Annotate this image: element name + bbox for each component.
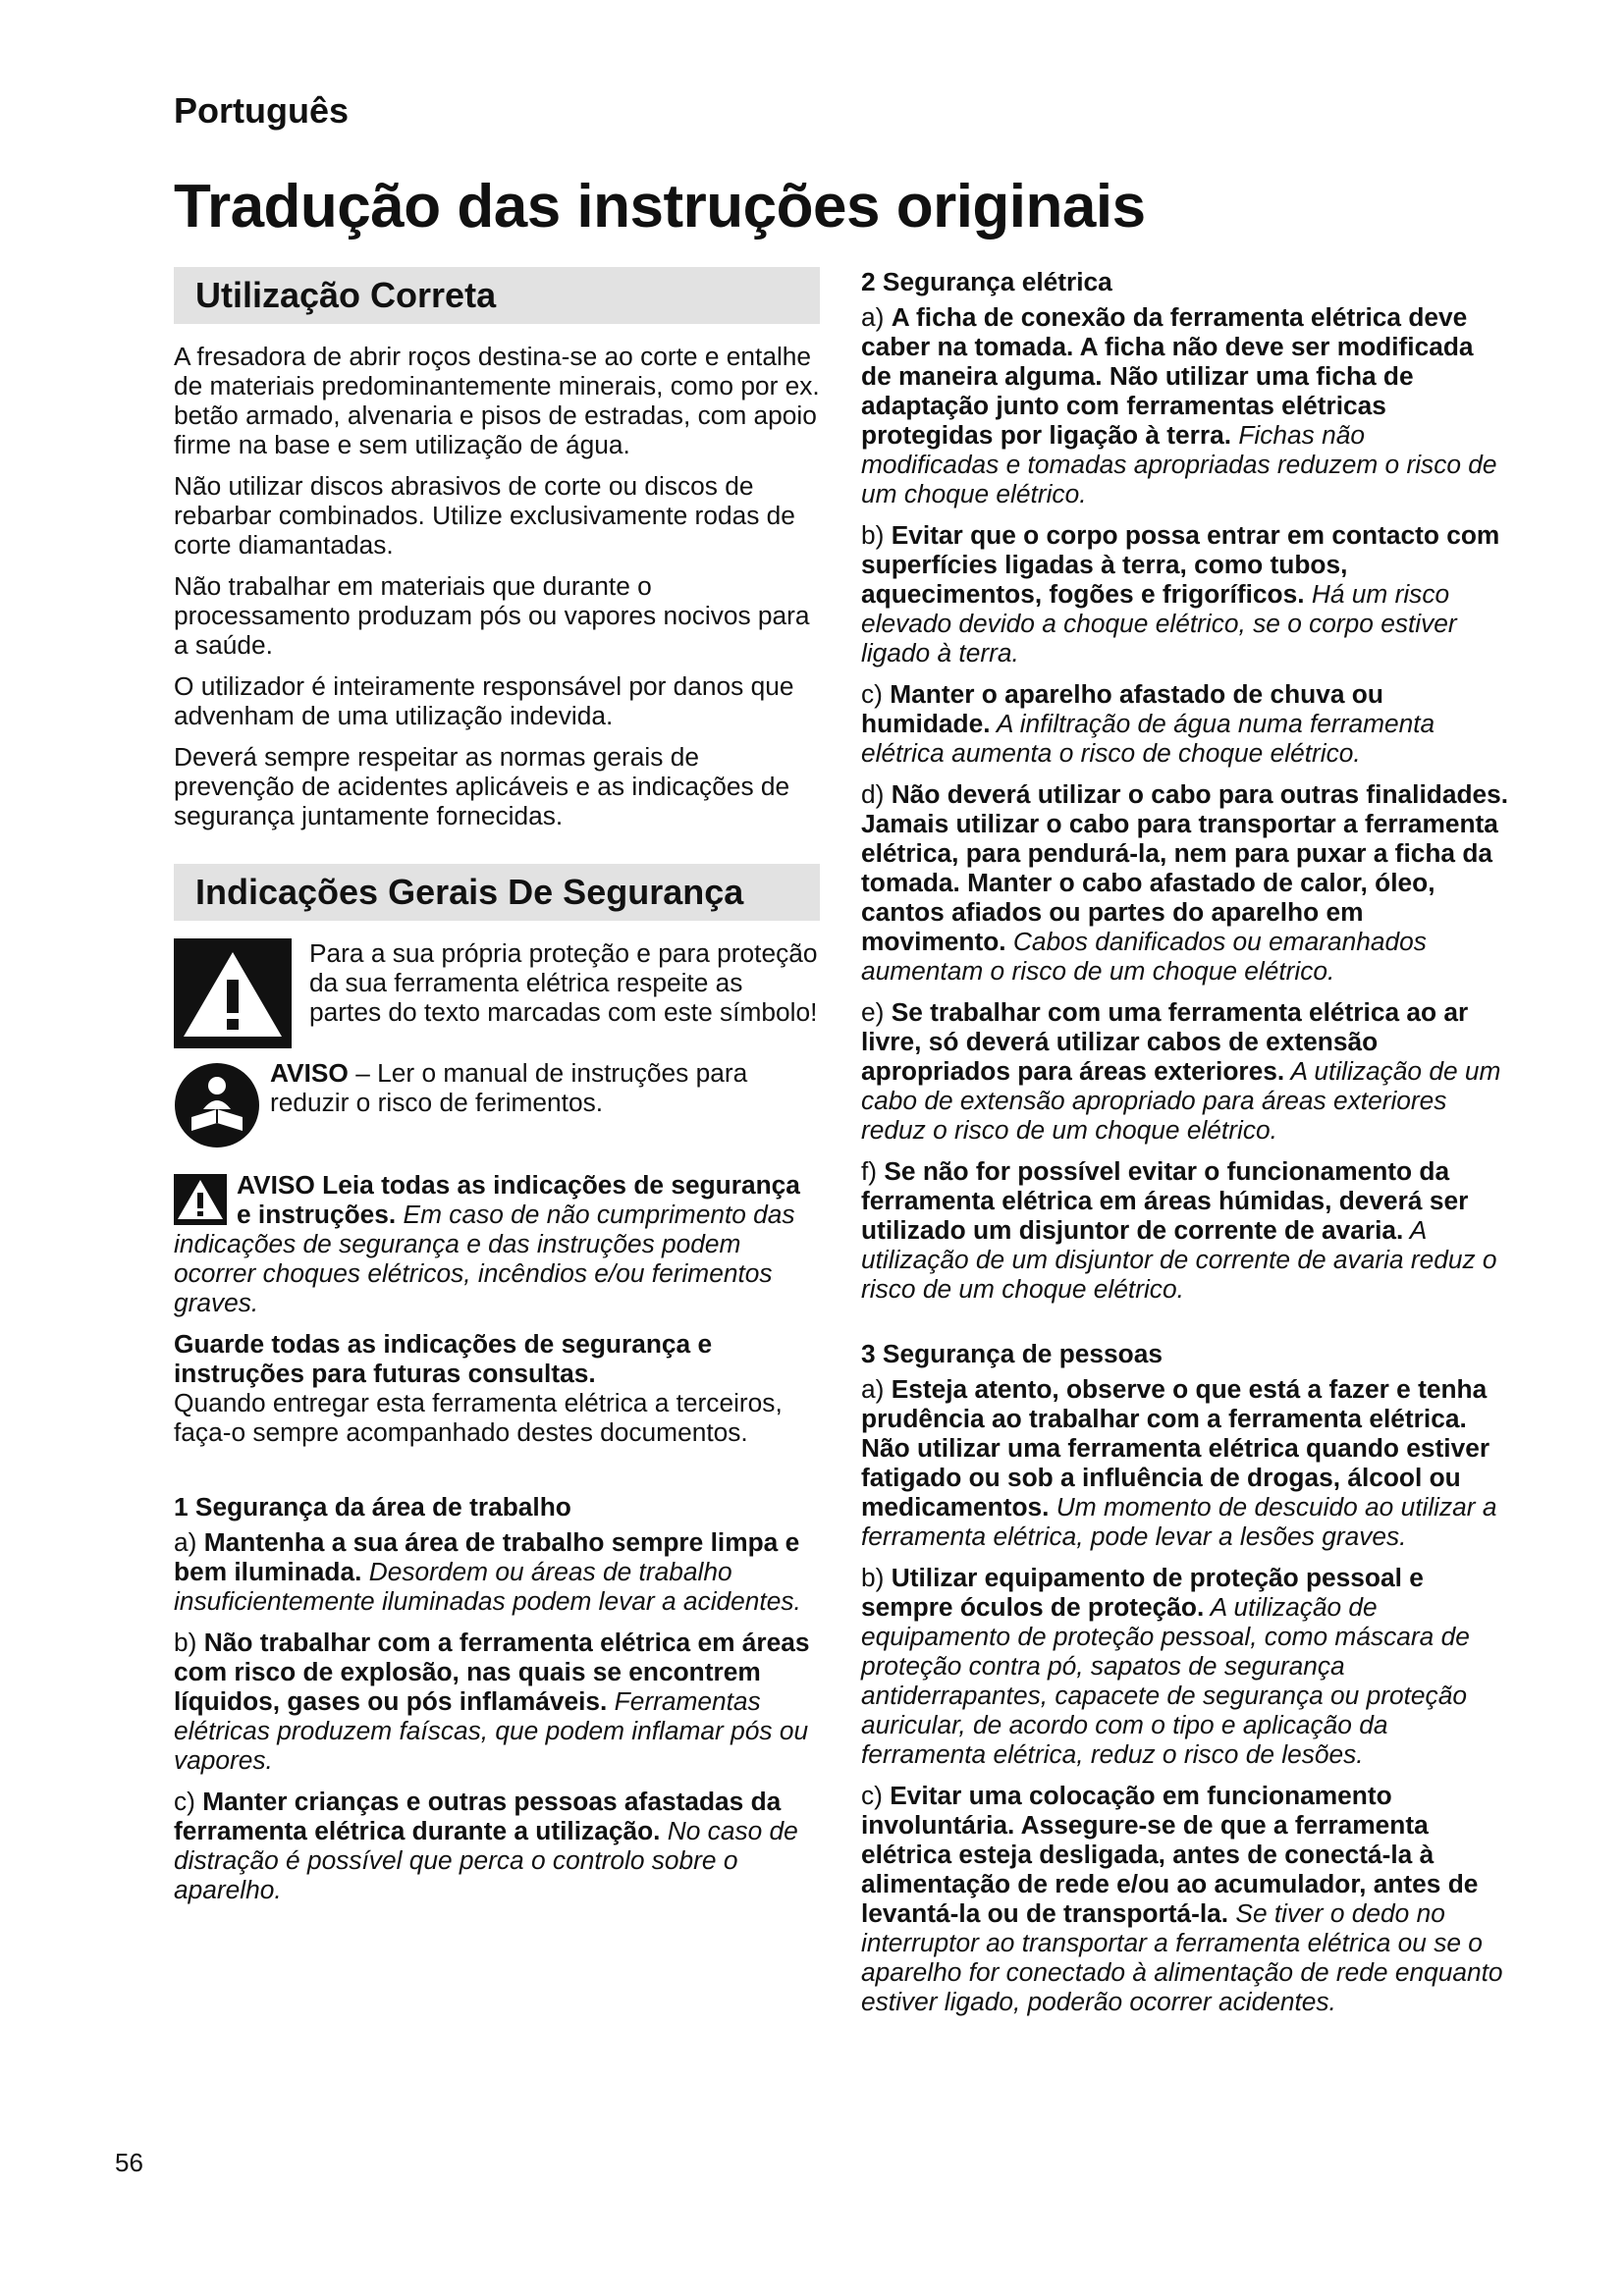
subheading-electrical: 2 Segurança elétrica [861, 267, 1112, 296]
right-column [861, 267, 1509, 2028]
paragraph: Não utilizar discos abrasivos de corte ou discos de rebarbar combinados. Utilize exclusivamente rodas de corte diamantadas. [174, 471, 795, 560]
section-heading-general-safety: Indicações Gerais De Segurança [174, 864, 820, 921]
keep-instructions: Guarde todas as indicações de segurança e instruções para futuras consultas. Quando entregar esta ferramenta elétrica a terceiros, faça-o sempre acompanhado destes documentos. [174, 1329, 783, 1447]
rule-2a: a) A ficha de conexão da ferramenta elétrica deve caber na tomada. A ficha não deve ser modificada de maneira alguma. Não utilizar uma ficha de adaptação junto com ferramentas elétricas protegidas por ligação à terra. Fichas não modificadas e tomadas apropriadas reduzem o risco de um choque elétrico. [861, 302, 1497, 508]
read-manual-icon [174, 1062, 260, 1148]
rule-1c: c) Manter crianças e outras pessoas afastadas da ferramenta elétrica durante a utilização. No caso de distração é possível que perca o controlo sobre o aparelho. [174, 1787, 798, 1904]
paragraph: O utilizador é inteiramente responsável por danos que advenham de uma utilização indevida. [174, 671, 794, 730]
aviso-block: AVISO Leia todas as indicações de segurança e instruções. Em caso de não cumprimento das indicações de segurança e das instruções podem ocorrer choques elétricos, incêndios e/ou ferimentos graves. [174, 1170, 800, 1317]
warning-symbol-text: Para a sua própria proteção e para proteção da sua ferramenta elétrica respeite as partes do texto marcadas com este símbolo! [309, 938, 818, 1027]
warning-triangle-small-icon [174, 1174, 227, 1225]
paragraph: Não trabalhar em materiais que durante o processamento produzam pós ou vapores nocivos para a saúde. [174, 571, 810, 660]
rule-1b: b) Não trabalhar com a ferramenta elétrica em áreas com risco de explosão, nas quais se encontrem líquidos, gases ou pós inflamáveis. Ferramentas elétricas produzem faíscas, que podem inflamar pós ou vapores. [174, 1628, 810, 1775]
rule-1a: a) Mantenha a sua área de trabalho sempre limpa e bem iluminada. Desordem ou áreas de trabalho insuficientemente iluminadas podem levar a acidentes. [174, 1527, 801, 1616]
language-label: Português [174, 90, 350, 131]
page-title: Tradução das instruções originais [174, 173, 1146, 240]
warning-symbol-note [174, 938, 820, 1048]
rule-2e: e) Se trabalhar com uma ferramenta elétrica ao ar livre, só deverá utilizar cabos de extensão apropriados para áreas exteriores. A utilização de um cabo de extensão apropriado para áreas exteriores reduz o risco de um choque elétrico. [861, 997, 1501, 1145]
paragraph: Deverá sempre respeitar as normas gerais de prevenção de acidentes aplicáveis e as indicações de segurança juntamente fornecidas. [174, 742, 790, 830]
manual-text: AVISO – Ler o manual de instruções para reduzir o risco de ferimentos. [270, 1058, 748, 1117]
rule-3a: a) Esteja atento, observe o que está a fazer e tenha prudência ao trabalhar com a ferramenta elétrica. Não utilizar uma ferramenta elétrica quando estiver fatigado ou sob a influência de drogas, álcool ou medicamentos. Um momento de descuido ao utilizar a ferramenta elétrica, pode levar a lesões graves. [861, 1374, 1497, 1551]
paragraph: A fresadora de abrir roços destina-se ao corte e entalhe de materiais predominantemente minerais, como por ex. betão armado, alvenaria e pisos de estradas, com apoio firme na base e sem utilização de água. [174, 342, 820, 459]
rule-3c: c) Evitar uma colocação em funcionamento involuntária. Assegure-se de que a ferramenta elétrica esteja desligada, antes de conectá-la à alimentação de rede e/ou ao acumulador, antes de levantá-la ou de transportá-la. Se tiver o dedo no interruptor ao transportar a ferramenta elétrica ou se o aparelho for conectado à alimentação de rede enquanto estiver ligado, poderão ocorrer acidentes. [861, 1781, 1503, 2016]
page-number: 56 [115, 2148, 143, 2177]
rule-2d: d) Não deverá utilizar o cabo para outras finalidades. Jamais utilizar o cabo para transportar a ferramenta elétrica, para pendurá-la, nem para puxar a ficha da tomada. Manter o cabo afastado de calor, óleo, cantos afiados ou partes do aparelho em movimento. Cabos danificados ou emaranhados aumentam o risco de um choque elétrico. [861, 779, 1509, 986]
rule-3b: b) Utilizar equipamento de proteção pessoal e sempre óculos de proteção. A utilização de equipamento de proteção pessoal, como máscara de proteção contra pó, sapatos de segurança antiderrapantes, capacete de segurança ou proteção auricular, de acordo com o tipo e aplicação da ferramenta elétrica, reduz o risco de lesões. [861, 1563, 1470, 1769]
rule-2b: b) Evitar que o corpo possa entrar em contacto com superfícies ligadas à terra, como tubos, aquecimentos, fogões e frigoríficos. Há um risco elevado devido a choque elétrico, se o corpo estiver ligado à terra. [861, 520, 1500, 667]
left-column [174, 267, 820, 1916]
subheading-work-area: 1 Segurança da área de trabalho [174, 1492, 571, 1522]
warning-triangle-icon [174, 938, 292, 1048]
rule-2f: f) Se não for possível evitar o funcionamento da ferramenta elétrica em áreas húmidas, deverá ser utilizado um disjuntor de corrente de avaria. A utilização de um disjuntor de corrente de avaria reduz o risco de um choque elétrico. [861, 1156, 1497, 1304]
subheading-personal-safety: 3 Segurança de pessoas [861, 1339, 1163, 1368]
manual-note [174, 1058, 820, 1148]
section-heading-intended-use: Utilização Correta [174, 267, 820, 324]
rule-2c: c) Manter o aparelho afastado de chuva ou humidade. A infiltração de água numa ferramenta elétrica aumenta o risco de choque elétrico. [861, 679, 1435, 768]
